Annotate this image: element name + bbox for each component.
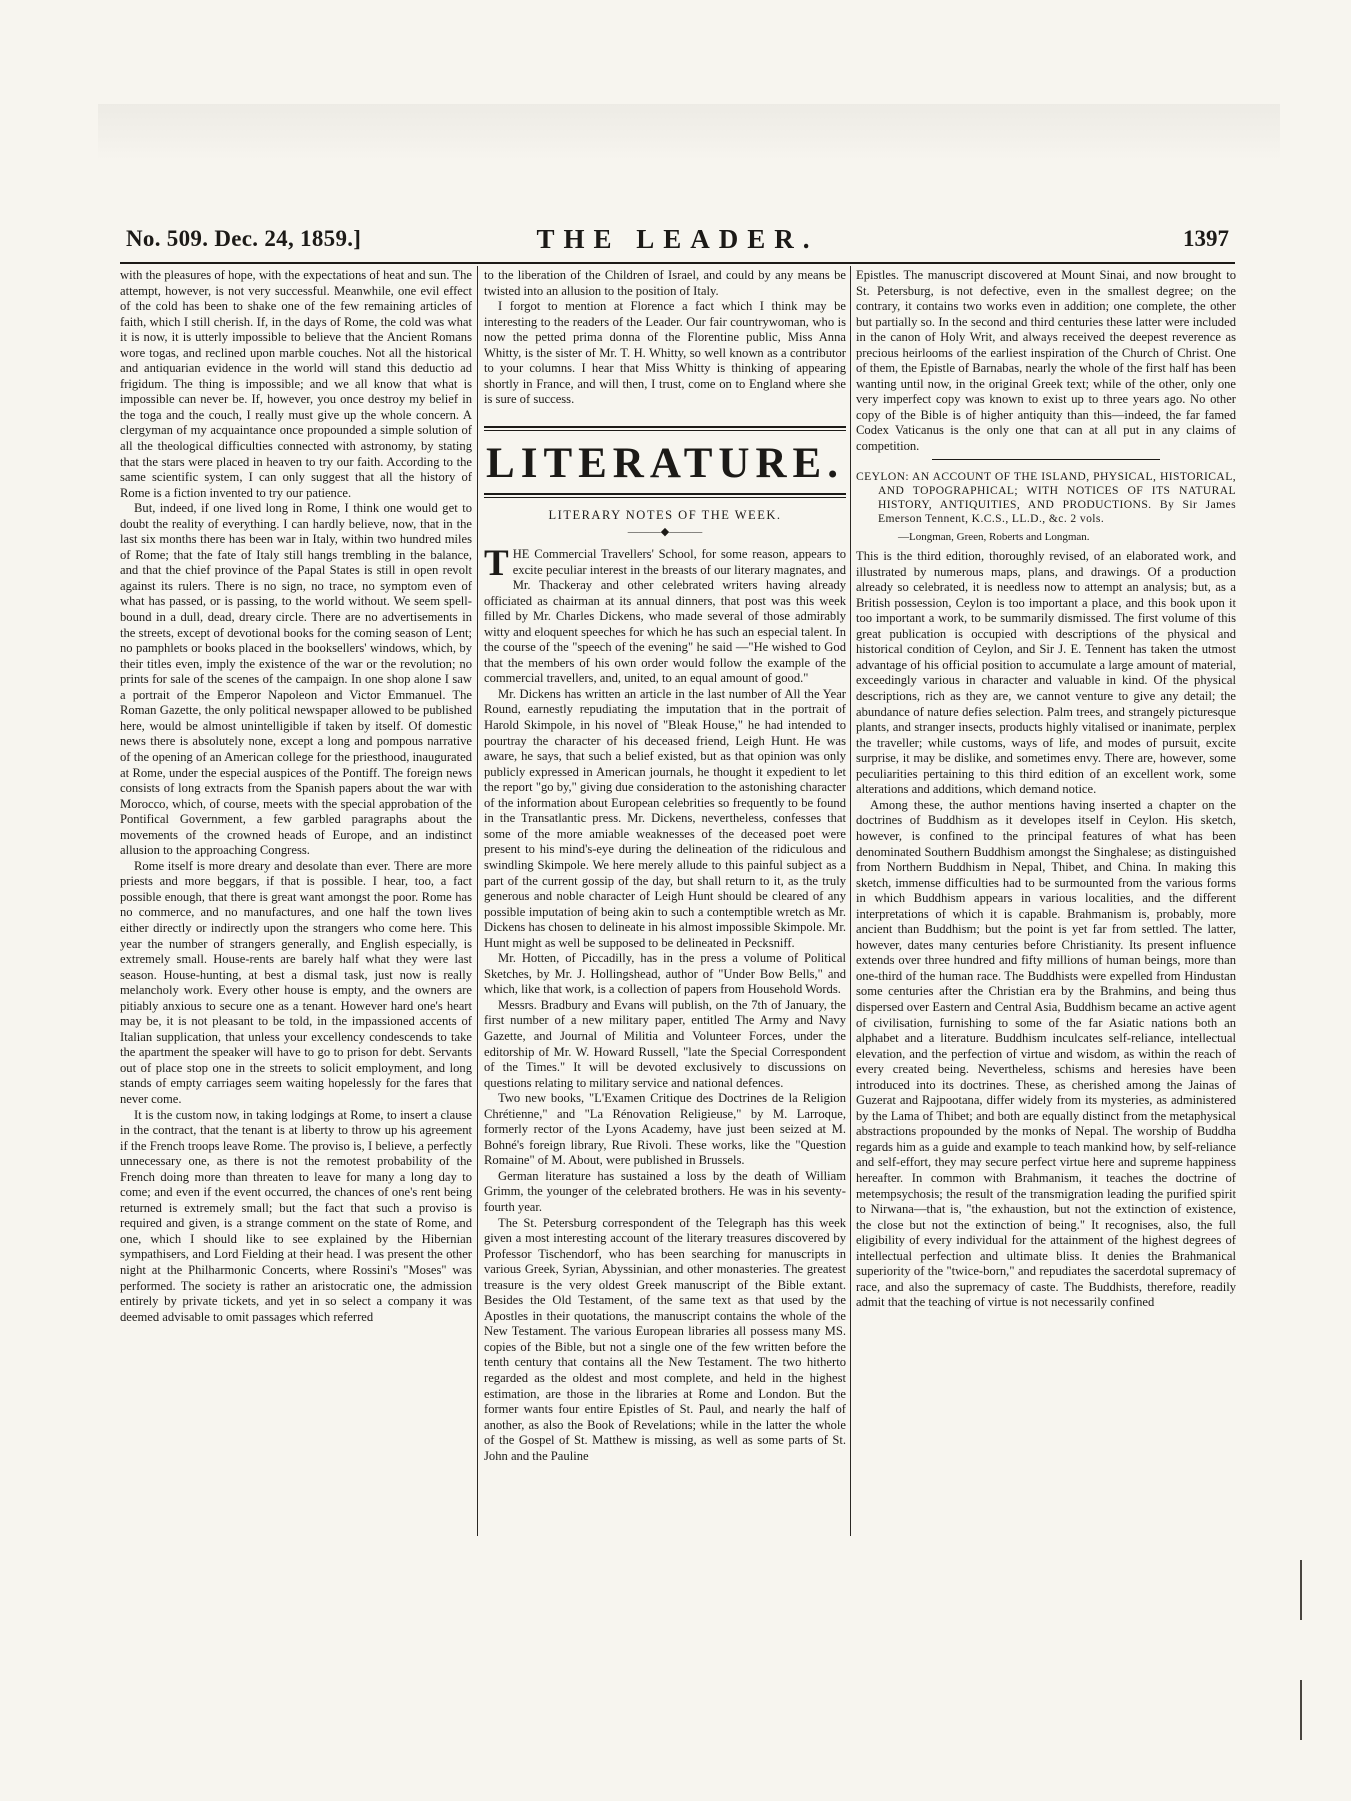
column-divider-1 — [477, 266, 478, 1536]
lead-paragraph — [484, 543, 846, 687]
section-rule — [484, 493, 846, 498]
paragraph: Among these, the author mentions having inserted a chapter on the doctrines of Buddhism as it developes itself in Ceylon. His sketch, however, is confined to the principal features of what has been denominated Southern Buddhism amongst the Singhalese; as distinguished from Northern Buddhism in Nepal, Thibet, and China. In making this sketch, immense difficulties had to be surmounted from the various forms in which Buddhism appears in various localities, and the different interpretations of which it is capable. Brahmanism is, probably, more ancient than Buddhism; but the point is yet far from settled. The latter, however, dates many centuries before Christianity. Its present influence extends over three hundred and fifty millions of human beings, more than one-third of the human race. The Buddhists were expelled from Hindustan some centuries after the Christian era by the Brahmins, and being thus dispersed over Eastern and Central Asia, Buddhism became an active agent of civilisation, furnishing to some of the far Asiatic nations both an alphabet and a literature. Buddhism inculcates self-reliance, intellectual elevation, and the perfection of virtue and wisdom, as within the reach of every created being. Nevertheless, schisms and heresies have been introduced into its doctrines. These, as cherished among the Jainas of Guzerat and Rajpootana, differ widely from its mysteries, as administered by the Lama of Thibet; and both are equally distinct from the metaphysical abstractions propounded by the monks of Nepal. The worship of Buddha regards him as a guide and example to teach mankind how, by self-reliance and self-effort, they may secure perfect virtue here and supreme happiness hereafter. In common with Brahmanism, it teaches the doctrine of metempsychosis; the result of the transmigration leading the purified spirit to Nirwana—that is, "the exhaustion, but not the extinction of existence, the close but not the extinction of being." It recognises, also, the full eligibility of every individual for the attainment of the highest degrees of intellectual perfection and ultimate bliss. It denies the Brahmanical superiority of the "twice-born," and repudiates the sacerdotal supremacy of race, and also the supremacy of caste. The Buddhists, therefore, readily admit that the teaching of virtue is not necessarily confined — [856, 797, 1236, 1310]
column-2 — [484, 268, 846, 1464]
paragraph: Two new books, "L'Examen Critique des Doctrines de la Religion Chrétienne," and "La Rénovation Religieuse," by M. Larroque, formerly rector of the Lyons Academy, have just been seized at M. Bohné's foreign library, Rue Rivoli. These works, like the "Question Romaine" of M. About, were published in Brussels. — [484, 1091, 846, 1168]
paragraph: It is the custom now, in taking lodgings at Rome, to insert a clause in the contract, that the tenant is at liberty to throw up his agreement if the French troops leave Rome. The proviso is, I believe, a perfectly unnecessary one, as there is not the remotest probability of the French doing more than threaten to leave for many a long day to come; and even if the event occurred, the chances of one's rent being returned is extremely small; but the fact that such a proviso is required and given, is a strange comment on the state of Rome, and one, which I should like to see explained by the Hibernian sympathisers, and Lord Fielding at their head. I was present the other night at the Philharmonic Concerts, where Rossini's "Moses" was performed. The society is rather an aristocratic one, the admission entirely by private tickets, and yet in so select a company it was deemed advisable to omit passages which referred — [120, 1107, 472, 1324]
paragraph: I forgot to mention at Florence a fact which I think may be interesting to the readers of the Leader. Our fair countrywoman, who is now the petted prima donna of the Florentine public, Miss Anna Whitty, is the sister of Mr. T. H. Whitty, so well known as a contributor to your columns. I hear that Miss Whitty is thinking of appearing shortly in France, and will then, I trust, come on to England where she is sure of success. — [484, 299, 846, 407]
scan-margin-mark — [1300, 1680, 1302, 1740]
issue-number: No. 509. — [126, 226, 209, 251]
paragraph: The St. Petersburg correspondent of the Telegraph has this week given a most interesting account of the literary treasures discovered by Professor Tischendorf, who has been searching for manuscripts in various Greek, Syrian, Abyssinian, and other monasteries. The greatest treasure is the very oldest Greek manuscript of the Bible extant. Besides the Old Testament, of the same text as that used by the Apostles in their quotations, the manuscript contains the whole of the New Testament. The various European libraries all possess many MS. copies of the Bible, but not a single one of the few written before the tenth century that contains all the New Testament. The two hitherto regarded as the oldest and most complete, and held in the highest estimation, are those in the libraries at Rome and London. But the former wants four entire Epistles of St. Paul, and nearly the half of another, as also the Book of Revelations; while in the latter the whole of the Gospel of St. Matthew is missing, as well as some parts of St. John and the Pauline — [484, 1215, 846, 1463]
paragraph: Epistles. The manuscript discovered at Mount Sinai, and now brought to St. Petersburg, is not defective, even in the smallest degree; on the contrary, it contains two works even in addition; one complete, the other but partially so. In the second and third centuries these latter were included in the canon of Holy Writ, and always received the deepest reverence as precious heirlooms of the earliest inspiration of the Church of Christ. One of them, the Epistle of Barnabas, nearly the whole of the first half has been wanting until now, in the original Greek text; while of the other, only one very imperfect copy was known to exist up to three years ago. No other copy of the Bible is of higher antiquity than this—indeed, the far famed Codex Vaticanus is the only one that can at all put in any claims of competition. — [856, 268, 1236, 454]
scan-margin-mark — [1300, 1560, 1302, 1620]
paragraph: But, indeed, if one lived long in Rome, I think one would get to doubt the reality of everything. I can hardly believe, now, that in the last six months there has been war in Italy, within two hundred miles of Rome; that the fate of Italy still hangs trembling in the balance, and that the chief province of the Papal States is still in open revolt against its rulers. There is no sign, no trace, no symptom even of what has passed, or is passing, to the world without. We seem spell-bound in a dull, dead, dreary circle. There are no advertisements in the streets, except of devotional books for the coming season of Lent; no pamphlets or books placed in the booksellers' windows, which, by their titles even, imply the existence of the war or the revolution; no prints for sale of the scenes of the campaign. In one shop alone I saw a portrait of the Emperor Napoleon and Victor Emmanuel. The Roman Gazette, the only political newspaper allowed to be published here, would be almost unintelligible if taken by itself. Of domestic news there is absolutely none, except a long and pompous narrative of the opening of an American college for the priesthood, inaugurated at Rome, under the especial auspices of the Pontiff. The foreign news consists of long extracts from the Spanish papers about the war with Morocco, which, of course, meets with the special approbation of the Pontifical Government, a few garbled paragraphs about the movements of the crowned heads of Europe, and an indistinct allusion to the approaching Congress. — [120, 501, 472, 858]
section-rule — [484, 426, 846, 431]
paragraph: Mr. Hotten, of Piccadilly, has in the press a volume of Political Sketches, by Mr. J. Hollingshead, author of "Under Bow Bells," and which, like that work, is a collection of papers from Household Words. — [484, 951, 846, 997]
page-number: 1397 — [1183, 226, 1229, 251]
column-3 — [856, 268, 1236, 1311]
column-divider-2 — [850, 266, 851, 1536]
literature-section-header — [484, 426, 846, 541]
page-header — [120, 224, 1235, 258]
paragraph: German literature has sustained a loss by the death of William Grimm, the younger of the celebrated brothers. He was in his seventy-fourth year. — [484, 1168, 846, 1214]
paragraph: to the liberation of the Children of Israel, and could by any means be twisted into an allusion to the position of Italy. — [484, 268, 846, 298]
paragraph: Mr. Dickens has written an article in the last number of All the Year Round, earnestly repudiating the imputation that in the portrait of Harold Skimpole, in his novel of "Bleak House," he had intended to pourtray the character of his deceased friend, Leigh Hunt. He was aware, he says, that such a belief existed, but as that opinion was only publicly expressed in American journals, he thought it expedient to let the report "go by," giving due consideration to the astonishing character of the information about European celebrities so frequently to be found in the Transatlantic press. Mr. Dickens, nevertheless, confesses that some of the more amiable weaknesses of the deceased poet were present to his mind's-eye during the delineation of the ridiculous and swindling Skimpole. We here merely allude to this painful subject as a part of the current gossip of the day, but shall return to it, as the truly generous and noble character of Leigh Hunt should be cleared of any possible imputation of being akin to such a contemptible wretch as Mr. Dickens has chosen to delineate in his almost impossible Skimpole. Mr. Hunt might as well be supposed to be delineated in Pecksniff. — [484, 686, 846, 950]
book-review-heading: CEYLON: AN ACCOUNT OF THE ISLAND, PHYSICAL, HISTORICAL, AND TOPOGRAPHICAL; WITH NOTICES OF ITS NATURAL HISTORY, ANTIQUITIES, AND PRODUCTIONS. By Sir James Emerson Tennent, K.C.S., LL.D., &c. 2 vols. — [856, 469, 1236, 525]
header-rule — [120, 262, 1235, 264]
masthead-title: THE LEADER. — [536, 224, 819, 254]
paragraph: This is the third edition, thoroughly revised, of an elaborated work, and illustrated by numerous maps, plans, and drawings. Of a production already so celebrated, it is needless now to attempt an analysis; but, as a British possession, Ceylon is too important a place, and this book upon it too important a work, to be summarily dismissed. The first volume of this great publication is occupied with descriptions of the physical and historical condition of Ceylon, and Sir J. E. Tennent has taken the utmost advantage of his official position to accumulate a large amount of material, exceedingly various in character and valuable in kind. Of the physical descriptions, rich as they are, we cannot venture to give any detail; the abundance of nature defies selection. Palm trees, and strangely picturesque plants, and stranger insects, products highly vitalised or inanimate, perplex the traveller; while customs, ways of life, and modes of pursuit, excite surprise, it may be dislike, and sometimes envy. There are, however, some peculiarities pertaining to this third edition of an excellent work, some alterations and additions, which demand notice. — [856, 549, 1236, 797]
lead-text: HE Commercial Travellers' School, for some reason, appears to excite peculiar interest in the breasts of our literary magnates, and Mr. Thackeray and other celebrated writers having already officiated as chairman at its annual dinners, that post was this week filled by Mr. Charles Dickens, who made several of those admirably witty and eloquent speeches for which he has such an especial talent. In the course of the "speech of the evening" he said —"He wished to God that the members of his own order would follow the example of the commercial travellers, and, united, to an equal amount of good." — [484, 547, 846, 686]
drop-cap: T — [484, 543, 509, 585]
section-title: LITERATURE. — [486, 439, 844, 487]
paragraph: Messrs. Bradbury and Evans will publish, on the 7th of January, the first number of a new military paper, entitled The Army and Navy Gazette, and Journal of Militia and Volunteer Forces, under the editorship of Mr. W. Howard Russell, "late the Special Correspondent of the Times." It will be devoted exclusively to discussions on questions relating to military service and national defences. — [484, 997, 846, 1090]
issue-date: Dec. 24, 1859.] — [214, 226, 362, 251]
section-subtitle: LITERARY NOTES OF THE WEEK. — [548, 507, 782, 522]
divider — [932, 459, 1160, 460]
paragraph: with the pleasures of hope, with the expectations of heat and sun. The attempt, however, is not very successful. Meanwhile, one evil effect of the cold has been to shake one of the few remaining articles of faith, which I still cherish. If, in the days of Rome, the cold was what it is now, it is utterly impossible to believe that the Ancient Romans wore togas, and reclined upon marble couches. Not all the historical and antiquarian evidence in the world will stand this deductio ad frigidum. The thing is impossible; and we all know that what is impossible can never be. If, however, you once destroy my belief in the toga and the couch, I really must give up the whole concern. A clergyman of my acquaintance once propounded a simple solution of all the theological difficulties connected with astronomy, by stating that the stars were placed in heaven to try our faith. According to the same scientific system, I can only suggest that all the history of Rome is a fiction invented to try our patience. — [120, 268, 472, 500]
paragraph: Rome itself is more dreary and desolate than ever. There are more priests and more beggars, if that is possible. I hear, too, a fact possible enough, that there is great want amongst the poor. Rome has no commerce, and no manufactures, and one half the town lives either directly or indirectly upon the strangers who come here. This year the number of strangers generally, and English especially, is extremely small. House-rents are barely half what they were last season. House-hunting, at best a dismal task, just now is really melancholy work. Every other house is empty, and the owners are pitiably anxious to secure one as a tenant. However hard one's heart may be, it is not pleasant to be told, in the impassioned accents of Italian supplication, that unless your excellency condescends to take the apartment the speaker will have to go to prison for debt. Servants out of place stop one in the streets to solicit employment, and long stands of empty carriages seem waiting hopelessly for the fares that never come. — [120, 858, 472, 1106]
ornament-divider: ———◆——— — [627, 526, 703, 539]
column-1 — [120, 268, 472, 1325]
book-publisher: —Longman, Green, Roberts and Longman. — [898, 530, 1090, 543]
scan-shadow-band — [98, 104, 1280, 160]
